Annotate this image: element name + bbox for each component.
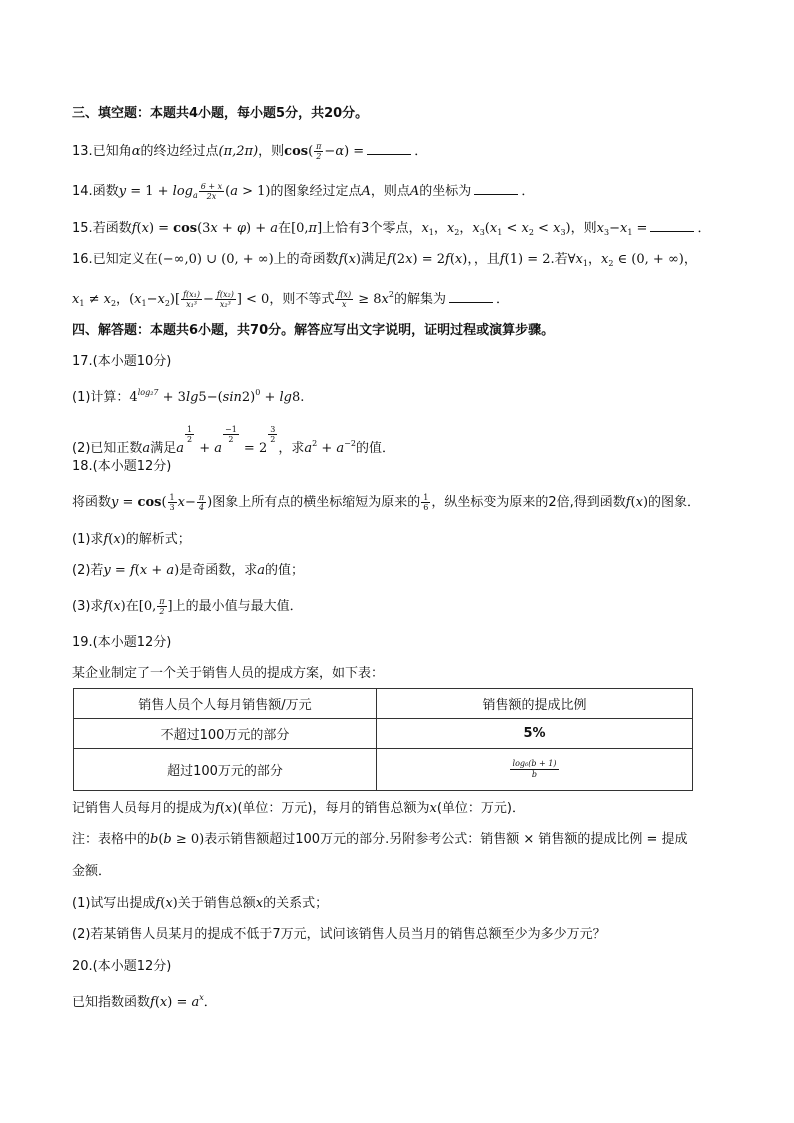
question-13: 13.已知角α的终边经过点(π,2π)，则cos( $\frac{\pi}{2}$ −α) = ． — [72, 142, 428, 161]
section-heading-solutions: 四、解答题：本题共6小题，共70分。解答应写出文字说明，证明过程或演算步骤。 — [72, 323, 555, 338]
table-cell — [377, 749, 693, 791]
table-cell: 超过100万元的部分 — [74, 749, 377, 791]
question-16: 16.已知定义在(−∞,0) ∪ (0, + ∞)上的奇函数f(x)满足f(2x) = 2f(x)，，且f(1) = 2.若$\forall x_1$，$x_2$ ∈ (0, + ∞)， — [72, 252, 697, 268]
table-header: 销售额的提成比例 — [377, 689, 693, 719]
question-18-title: 18.(本小题12分) — [72, 459, 172, 474]
question-19-intro: 某企业制定了一个关于销售人员的提成方案，如下表： — [72, 666, 385, 681]
answer-blank — [474, 181, 518, 195]
question-19-note2-cont: 金额． — [72, 864, 112, 879]
commission-ratio-fraction: $\frac{\text{log₆(b + 1)}}{b}$ — [510, 759, 560, 780]
table-header-row — [74, 689, 693, 719]
answer-blank — [449, 289, 493, 303]
question-20-stem: 已知指数函数$f(x) = a^x$． — [72, 993, 217, 1010]
question-19-part2: (2)若某销售人员某月的提成不低于7万元，试问该销售人员当月的销售总额至少为多少万元？ — [72, 927, 606, 942]
commission-table — [73, 688, 693, 791]
question-17-title: 17.(本小题10分) — [72, 354, 172, 369]
table-row — [74, 749, 693, 791]
question-20-title: 20.(本小题12分) — [72, 959, 172, 974]
question-19-part1: (1)试写出提成f(x)关于销售总额x的关系式； — [72, 896, 329, 911]
question-15: 15.若函数f(x) = cos(3x + φ) + a在[0,π]上恰有3个零点，$x_1$，$x_2$，$x_3(x_1 < x_2 < x_3)$，则$x_3-x_1$ = ． — [72, 218, 734, 243]
question-19-note2: 注：表格中的b(b ≥ 0)表示销售额超过100万元的部分.另附参考公式：销售额 × 销售额的提成比例 = 提成 — [72, 832, 688, 847]
table-cell: 5% — [377, 719, 693, 749]
question-19-note1: 记销售人员每月的提成为f(x)(单位：万元)，每月的销售总额为x(单位：万元)． — [72, 801, 525, 816]
question-16-cont: $x_1 \ne x_2$，$(x_1-x_2)$[ $\frac{\text{f(x₁)}}{\text{x₁³}}$ − $\frac{\text{f(x₂)}}{\text{x₂³}}$ ] < 0，则不等式 $\frac{f(x)}{x}$ ≥ $8x^2$的解集为 ． — [72, 290, 509, 309]
question-18-part3: (3)求f(x)在[0, $\frac{\pi}{2}$ ]上的最小值与最大值． — [72, 597, 303, 616]
answer-blank — [650, 218, 694, 232]
section-heading-fill-in: 三、填空题：本题共4小题，每小题5分，共20分。 — [72, 106, 369, 121]
question-18-part2: (2)若y = f(x + a)是奇函数，求a的值； — [72, 563, 304, 578]
question-19-title: 19.(本小题12分) — [72, 635, 172, 650]
answer-blank — [367, 141, 411, 155]
question-14: 14.函数$y = 1 + \log_a$ $\frac{6 + x}{2x}$ (a > 1)的图象经过定点A，则点A的坐标为 ． — [72, 182, 535, 201]
table-row — [74, 719, 693, 749]
table-cell: 不超过100万元的部分 — [74, 719, 377, 749]
question-18-stem: 将函数y = cos( $\frac{1}{3}$ x− $\frac{\pi}{4}$ )图象上所有点的横坐标缩短为原来的 $\frac{1}{6}$ ，纵坐标变为原来的2倍,得到函数f(x)的图象． — [72, 493, 701, 512]
question-17-part1: (1)计算：$4^{log_27} + 3\lg 5-(\sin 2)^0 + \lg 8$. — [72, 388, 305, 405]
question-17-part2: (2)已知正数a满足a $\frac{1}{2}$ + a $\frac{-1}{2}$ = 2 $\frac{3}{2}$ ，求$a^2 + a^{-2}$的值． — [72, 425, 395, 456]
question-18-part1: (1)求f(x)的解析式； — [72, 532, 191, 547]
table-header: 销售人员个人每月销售额/万元 — [74, 689, 377, 719]
